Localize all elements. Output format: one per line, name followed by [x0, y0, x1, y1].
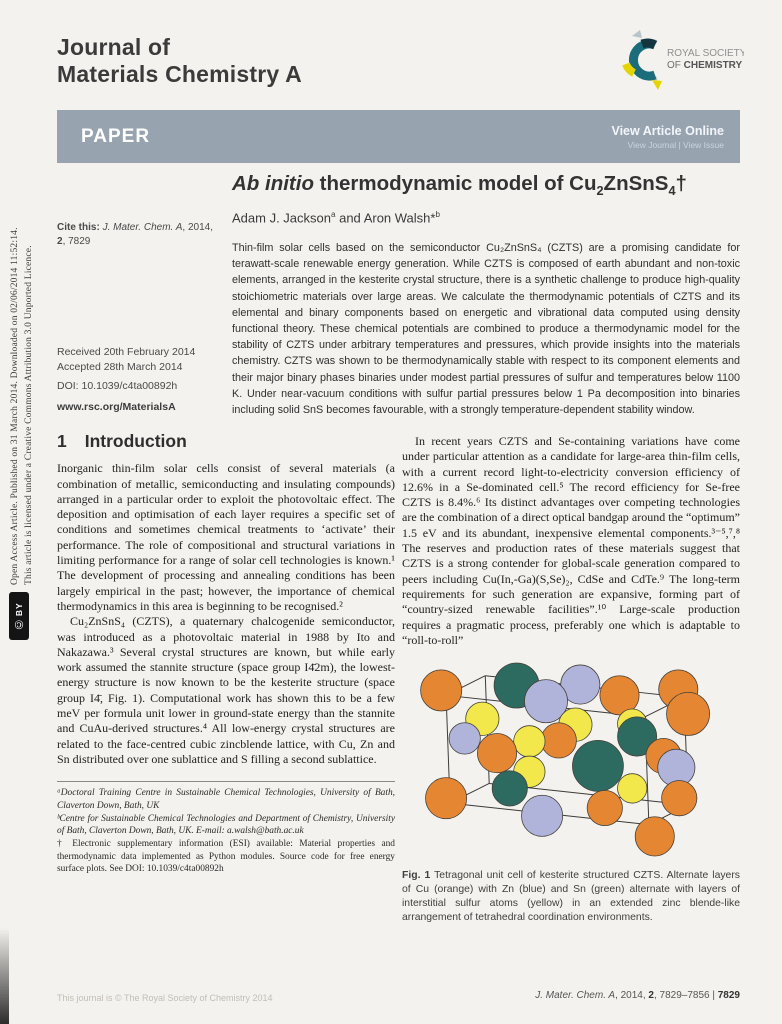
atom-cu: [662, 781, 697, 816]
footnote-affiliation-b: ᵇCentre for Sustainable Chemical Technologies and Department of Chemistry, University of Bath, Claverton Down, Bath, UK. E-mail: a.walsh@bath.ac.uk: [57, 813, 395, 837]
author-1: Adam J. Jackson: [232, 210, 331, 226]
footer-journal-name: J. Mater. Chem. A: [535, 990, 616, 1001]
article-title: [232, 172, 740, 198]
doi: DOI: 10.1039/c4ta00892h: [57, 380, 178, 392]
atom-cu: [635, 817, 674, 856]
footer-volume: 2: [648, 990, 654, 1001]
intro-paragraph-3: In recent years CZTS and Se-containing variations have come under particular attention as a candidate for large-area thin-film cells, with a current record light-to-electricity conversion efficiency of 12.6% in a Se-dominated cell.⁵ The record efficiency for Se-free CZTS is 8.4%.⁶ Its distinct advantages over competing technologies are the combination of a direct optical bandgap around the “optimum” 1.5 eV and its abundant, inexpensive elemental components.³⁻⁵,⁷,⁸ The reserves and production rates of these materials suggest that CZTS is a strong contender for global-scale generation compared to peers including Cu(In,-Ga)(S,Se)₂, CdSe and CdTe.⁹ The long-term requirements for such generation are expansive, forming part of “country-sized renewable facilities”.¹⁰ Large-scale production requires a pragmatic process, preferably one which is adaptable to “roll-to-roll”: [402, 434, 740, 647]
section-heading-introduction: [57, 431, 395, 451]
author-2-affiliation: b: [435, 210, 440, 219]
received-accepted-dates: [57, 345, 195, 375]
article-title-mid: ZnSnS: [603, 172, 669, 195]
intro-paragraph-2: Cu₂ZnSnS₄ (CZTS), a quaternary chalcogenide semiconductor, was introduced as a photovoltaic material in 1988 by Ito and Nakazawa.³ Several crystal structures are known, but while early work assumed the stannite structure (space group I4̄2m), the lowest-energy structure is now known to be the kesterite structure (space group I4̄, Fig. 1). Computational work has shown this to be a few meV per formula unit lower in ground-state energy than the stannite and CuAu-derived structures.⁴ All low-energy crystal structures are related to the face-centred cubic zincblende lattice, with Cu, Zn and Sn distributed over one sublattice and S filling a second sublattice.: [57, 614, 395, 766]
accepted-date: Accepted 28th March 2014: [57, 361, 183, 373]
rsc-logo-icon: [612, 24, 744, 100]
footer-page-number: 7829: [717, 990, 740, 1001]
author-joiner: and: [335, 210, 364, 226]
cite-journal: J. Mater. Chem. A: [102, 222, 183, 233]
atom-s: [618, 774, 647, 803]
figure-1-caption-label: Fig. 1: [402, 870, 431, 882]
footnotes: [57, 781, 395, 875]
citation-info: [57, 221, 222, 249]
author-list: [232, 210, 440, 225]
footnote-affiliation-a: ᵃDoctoral Training Centre in Sustainable Chemical Technologies, University of Bath, Claverton Down, Bath, UK: [57, 788, 395, 811]
article-title-sub2: 2: [596, 183, 604, 199]
body-column-right: [402, 434, 740, 925]
open-access-sidebar-line1: Open Access Article. Published on 31 March 2014. Downloaded on 02/06/2014 11:52:14.: [10, 227, 20, 585]
received-date: Received 20th February 2014: [57, 346, 196, 358]
article-title-sub4: 4: [668, 183, 676, 199]
atom-cu: [426, 778, 467, 819]
cite-volume: 2: [57, 236, 63, 247]
scan-artifact: [0, 928, 9, 1024]
cite-label: Cite this:: [57, 222, 103, 233]
article-title-main: thermodynamic model of Cu: [313, 172, 597, 195]
section-number: 1: [57, 431, 67, 451]
atom-zn: [522, 795, 563, 836]
journal-title-line1: Journal of: [57, 34, 171, 60]
atom-s: [514, 726, 545, 757]
footer-citation: [535, 990, 740, 1001]
cc-by-license-badge: Ⓒ BY: [9, 592, 29, 640]
author-2: Aron Walsh*: [363, 210, 436, 226]
figure-1: [402, 658, 740, 924]
section-title: Introduction: [84, 431, 187, 451]
footnote-esi: † Electronic supplementary information (ESI) available: Material properties and thermodynamic data implemented as Python modules. Source code for free energy surface plots. See DOI: 10.1039/c4ta00892h: [57, 839, 395, 875]
paper-banner-label: PAPER: [81, 125, 151, 147]
body-column-left: [57, 431, 395, 876]
atom-zn: [449, 723, 480, 754]
figure-1-caption-text: Tetragonal unit cell of kesterite structured CZTS. Alternate layers of Cu (orange) with Zn (blue) and Sn (green) alternate with layers of interstitial sulfur atoms (yellow) in an extended zinc blende-like arrangement of tetrahedral coordination environments.: [402, 870, 740, 923]
cite-pages: , 7829: [62, 236, 91, 247]
article-title-italic: Ab initio: [232, 172, 314, 195]
atom-cu: [541, 723, 576, 758]
atom-cu: [421, 670, 462, 711]
atom-cu: [587, 790, 622, 825]
rsc-logo: [612, 24, 744, 105]
atom-cu: [667, 693, 710, 736]
author-1-affiliation: a: [331, 210, 336, 219]
atom-sn: [572, 741, 623, 792]
banner-links: [611, 124, 724, 150]
journal-title: [57, 34, 302, 88]
cite-this: [57, 222, 213, 247]
logo-text-line2: OF CHEMISTRY: [667, 60, 743, 71]
figure-1-caption: [402, 869, 740, 924]
intro-paragraph-1: Inorganic thin-film solar cells consist of several materials (a combination of metallic, semiconducting and insulating compounds) arranged in a particular order to exploit the photovoltaic effect. The deposition and optimisation of each layer requires a specific set of conditions and sometimes chemical treatments to ‘activate’ their performance. The role of compositional and structural variations in limiting performance for a range of solar cell technologies is known.¹ The development of processing and annealing conditions has been largely empirical in the past; however, the importance of chemical thermodynamics in this area is beginning to be recognised.²: [57, 461, 395, 613]
paper-banner: [57, 110, 740, 163]
atom-sn: [492, 771, 527, 806]
abstract: Thin-film solar cells based on the semiconductor Cu₂ZnSnS₄ (CZTS) are a promising candidate for terawatt-scale renewable energy generation. While CZTS is composed of earth abundant and non-toxic elements, arranged in the kesterite crystal structure, there is a synthetic challenge to produce high-quality stoichiometric materials over large areas. We calculate the thermodynamic potentials of CZTS and its elemental and binary components based on energetic and vibrational data computed using density functional theory. These chemical potentials are combined to produce a thermodynamic model for the stability of CZTS under arbitrary temperatures and pressures, which provide insights into the materials chemistry. CZTS was shown to be thermodynamically stable with respect to its component elements and their major binary phases binaries under modest partial pressures of sulfur and temperatures below 1100 K. Under near-vacuum conditions with sulfur partial pressures below 1 Pa decomposition into binaries including solid SnS becomes favourable, with a strongly temperature-dependent stability window.: [232, 242, 740, 417]
footer-year: , 2014,: [615, 990, 649, 1001]
crystal-structure-figure: [402, 658, 740, 859]
footer-page-range: , 7829–7856 |: [653, 990, 718, 1001]
article-title-dagger: †: [675, 172, 687, 195]
logo-text-line1: ROYAL SOCIETY: [667, 48, 744, 59]
view-article-online-link[interactable]: View Article Online: [611, 123, 724, 138]
journal-title-line2: Materials Chemistry A: [57, 61, 302, 87]
open-access-sidebar-line2: This article is licensed under a Creative Commons Attribution 3.0 Unported Licence.: [24, 245, 34, 585]
journal-website-link[interactable]: www.rsc.org/MaterialsA: [57, 401, 176, 413]
view-journal-issue-links[interactable]: View Journal | View Issue: [627, 139, 724, 150]
cite-year: , 2014,: [182, 222, 213, 233]
atom-cu: [477, 734, 516, 773]
footer-copyright: This journal is © The Royal Society of Chemistry 2014: [57, 993, 273, 1003]
